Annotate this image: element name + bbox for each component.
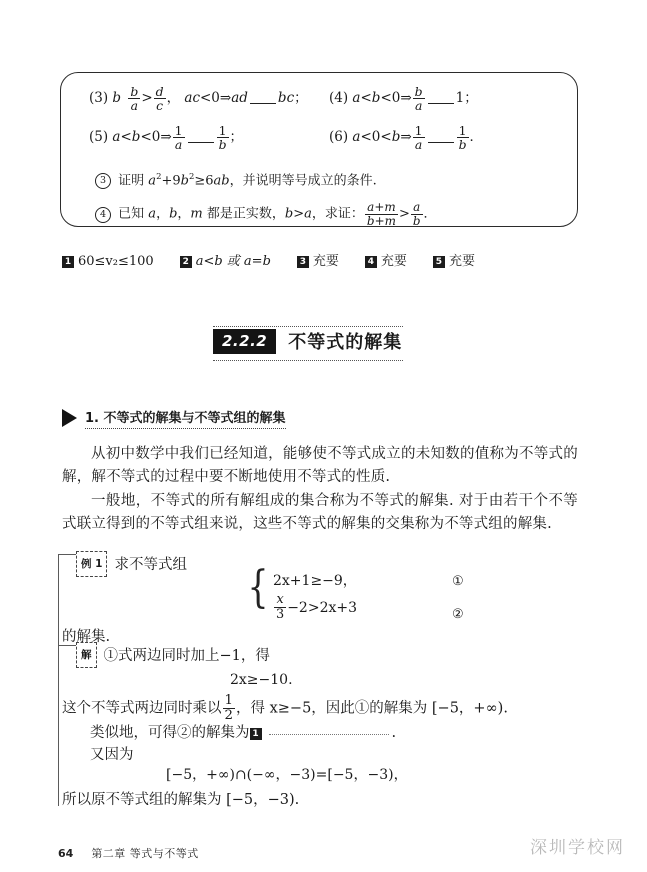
- section-number-badge: 2.2.2: [213, 329, 276, 354]
- example-tag: 例 1: [76, 551, 107, 577]
- item-label-6: (6): [329, 129, 349, 146]
- item4-tail: 都是正实数，: [206, 207, 285, 222]
- exercise-row: [89, 85, 559, 112]
- answer-text-5: 充要: [448, 254, 475, 269]
- fill-blank[interactable]: [250, 103, 276, 104]
- fill-blank[interactable]: [428, 103, 454, 104]
- section-rule-top: [213, 326, 403, 327]
- system-equation-1: 2x+1≥−9，: [273, 573, 357, 589]
- section-title: [213, 328, 402, 354]
- solution-step-2a: 这个不等式两边同时乘以: [62, 700, 222, 717]
- answer-text-3: 充要: [312, 254, 339, 269]
- answer-text-2: a<b 或 a=b: [195, 254, 271, 269]
- subsection-heading: [62, 407, 312, 429]
- page-number: 64: [58, 847, 74, 860]
- half-numerator: 1: [224, 692, 233, 708]
- conclusion-line: 所以原不等式组的解集为 [−5，−3).: [62, 792, 300, 808]
- solution-line-1: [76, 642, 270, 668]
- answer-text-4: 充要: [380, 254, 407, 269]
- solution-line-2: [62, 694, 578, 723]
- solution-step-2b: ，得 x≥−5，因此①的解集为 [−5，+∞).: [235, 700, 508, 717]
- answer-text-1: 60≤v₂≤100: [78, 254, 154, 269]
- chapter-name: 第二章 等式与不等式: [91, 847, 199, 860]
- intersection-equation: [−5，+∞)∩(−∞，−3)=[−5，−3)，: [166, 767, 408, 783]
- item3-tail: ，并说明等号成立的条件.: [229, 173, 377, 189]
- example-question-text: 求不等式组: [114, 557, 187, 573]
- solution-equation-1: 2x≥−10.: [230, 672, 293, 688]
- item3-lead: 证明: [118, 173, 145, 189]
- solution-line-similar: [90, 722, 396, 744]
- equation-marker-1: ①: [452, 574, 464, 589]
- exercise-item-circle-4: 4 已知 a，b，m 都是正实数，b>a，求证： $\frac{a+m}{b+m}$ > $\frac{a}{b}$ ．: [95, 201, 559, 228]
- item4-prove: ，求证：: [311, 207, 364, 222]
- exercise-box: [60, 72, 578, 227]
- fill-blank[interactable]: [188, 142, 214, 143]
- solution-tag: 解: [76, 642, 97, 668]
- answer-number-3: 3: [297, 256, 309, 268]
- answer-item-1: [62, 254, 154, 269]
- answer-item-3: [297, 250, 339, 269]
- similar-text-end: .: [391, 725, 397, 741]
- solution-step-1: ①式两边同时加上−1，得: [103, 648, 270, 664]
- page-footer: [58, 845, 199, 861]
- example-bracket-line: [58, 554, 59, 806]
- answer-number-2: 2: [180, 256, 192, 268]
- exercise-item-5: (5) a<b<0⇒ $\frac{1}{a}$ $\frac{1}{b}$ ；: [89, 122, 244, 152]
- section-title-text: 不等式的解集: [288, 332, 403, 353]
- system-equation-2-rest: −2>2x+3: [287, 600, 358, 616]
- answer-number-1: 1: [62, 256, 74, 268]
- similar-text: 类似地，可得②的解集为: [90, 725, 250, 741]
- equation-marker-2: ②: [452, 607, 464, 622]
- item-label-4: (4): [329, 90, 349, 107]
- eq2-numerator: x: [276, 592, 284, 608]
- circled-number-3: 3: [95, 173, 111, 189]
- item-label-3: (3): [89, 90, 109, 107]
- exercise-item-6: (6) a<0<b⇒ $\frac{1}{a}$ $\frac{1}{b}$ ．: [329, 122, 484, 152]
- system-rows: [273, 566, 357, 622]
- fill-blank[interactable]: [428, 142, 454, 143]
- blank-answer-marker: 1: [250, 728, 262, 740]
- system-row-1: [273, 566, 357, 594]
- answer-item-2: [180, 250, 271, 269]
- answer-item-5: [433, 250, 475, 269]
- item4-lead: 已知: [118, 207, 145, 222]
- circled-number-4: 4: [95, 207, 111, 223]
- answer-number-4: 4: [365, 256, 377, 268]
- paragraph-1: 从初中数学中我们已经知道，能够使不等式成立的未知数的值称为不等式的解，解不等式的过程中要不断地使用不等式的性质.: [62, 446, 578, 485]
- subsection-title-text: 1. 不等式的解集与不等式组的解集: [85, 407, 286, 429]
- example-question-tail: 的解集.: [62, 629, 111, 645]
- exercise-item-circle-3: 3 证明 $a^2+9b^2\ge 6ab$，并说明等号成立的条件.: [95, 163, 559, 194]
- answer-number-5: 5: [433, 256, 445, 268]
- watermark: 深圳学校网: [530, 838, 625, 858]
- system-row-2: [273, 594, 357, 622]
- exercise-grid: [89, 85, 559, 235]
- triangle-bullet-icon: [62, 409, 77, 427]
- inequality-system: [244, 562, 358, 622]
- item-label-5: (5): [89, 129, 109, 146]
- paragraph-2: 一般地，不等式的所有解组成的集合称为不等式的解集. 对于由若干个不等式联立得到的不等式组来说，这些不等式的解集的交集称为不等式组的解集.: [62, 493, 578, 532]
- answer-item-4: [365, 250, 407, 269]
- exercise-item-4: (4) a<b<0⇒ $\frac{b}{a}$ 1；: [329, 83, 478, 113]
- fill-blank-dotted[interactable]: [269, 734, 389, 735]
- half-denominator: 2: [224, 707, 233, 723]
- exercise-item-3: (3) b $\frac{b}{a}$ > $\frac{d}{c}$ ， ac<0⇒ad bc；: [89, 83, 308, 113]
- section-rule-bottom: [213, 360, 403, 361]
- left-brace-icon: {: [247, 562, 269, 613]
- example-bracket-tick-top: [58, 554, 76, 555]
- because-line: 又因为: [90, 747, 134, 763]
- eq2-denominator: 3: [276, 607, 285, 622]
- exercise-row: [89, 124, 559, 151]
- answers-row: [62, 250, 582, 269]
- example-question-line: [76, 551, 187, 577]
